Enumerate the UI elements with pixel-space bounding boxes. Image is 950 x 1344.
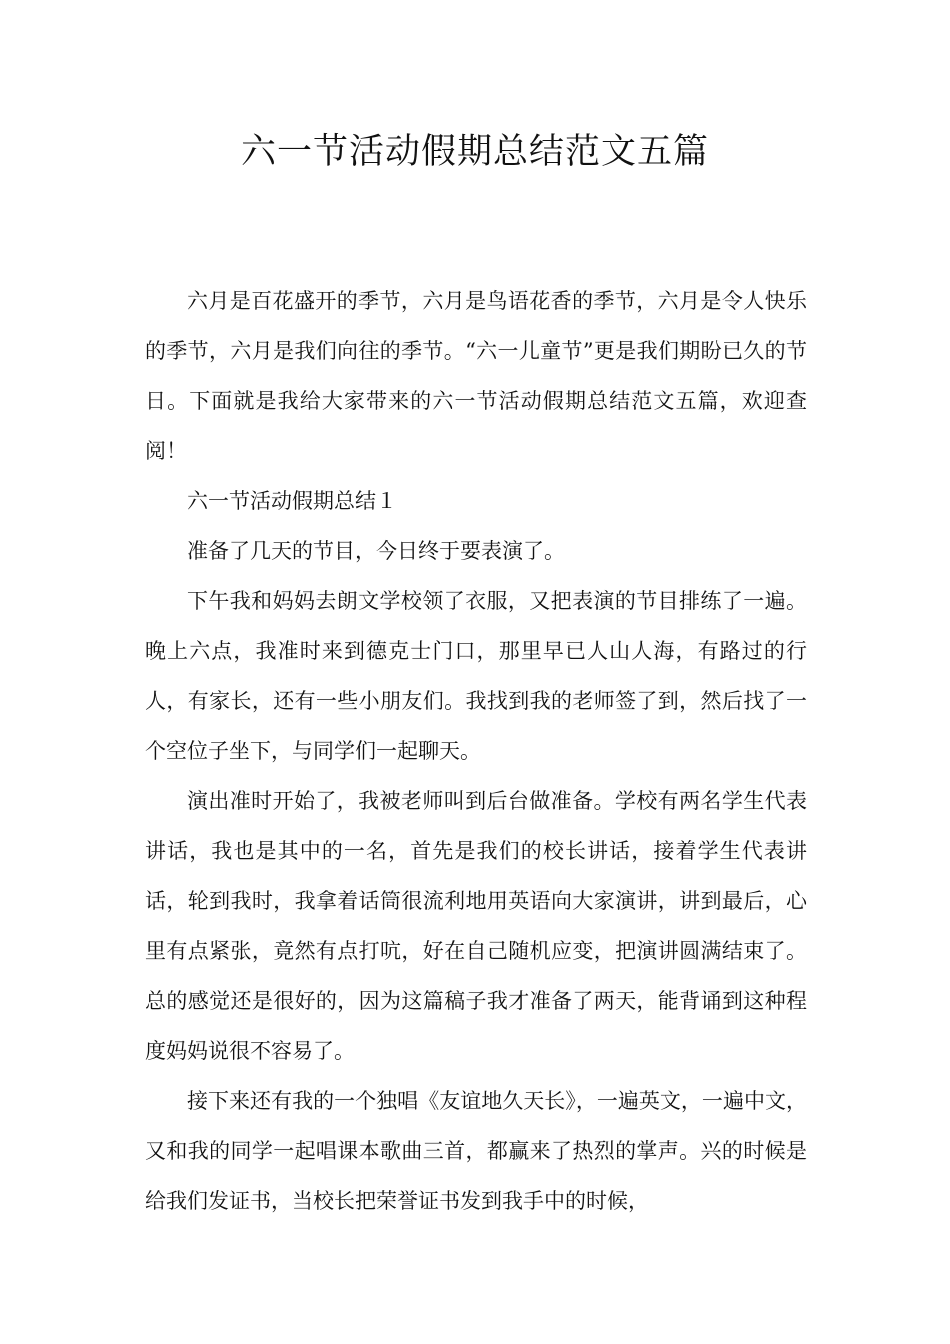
document-body (145, 276, 807, 1226)
document-title: 六一节活动假期总结范文五篇 (240, 132, 709, 172)
section-heading: 六一节活动假期总结１ (187, 489, 397, 513)
paragraph: 下午我和妈妈去朗文学校领了衣服，又把表演的节目排练了一遍。晚上六点，我准时来到德克士门口，那里早已人山人海，有路过的行人，有家长，还有一些小朋友们。我找到我的老师签了到，然后找了一个空位子坐下，与同学们一起聊天。 (145, 589, 807, 763)
paragraph: 演出准时开始了，我被老师叫到后台做准备。学校有两名学生代表讲话，我也是其中的一名，首先是我们的校长讲话，接着学生代表讲话，轮到我时，我拿着话筒很流利地用英语向大家演讲，讲到最后，心里有点紧张，竟然有点打吭，好在自己随机应变，把演讲圆满结束了。总的感觉还是很好的，因为这篇稿子我才准备了两天，能背诵到这种程度妈妈说很不容易了。 (145, 789, 807, 1063)
paragraph-intro: 六月是百花盛开的季节，六月是鸟语花香的季节，六月是令人快乐的季节，六月是我们向往的季节。“六一儿童节”更是我们期盼已久的节日。下面就是我给大家带来的六一节活动假期总结范文五篇，欢迎查阅！ (145, 289, 807, 463)
paragraph: 接下来还有我的一个独唱《友谊地久天长》，一遍英文，一遍中文，又和我的同学一起唱课本歌曲三首，都赢来了热烈的掌声。兴的时候是给我们发证书，当校长把荣誉证书发到我手中的时候， (145, 1089, 807, 1213)
paragraph: 准备了几天的节目，今日终于要表演了。 (187, 539, 565, 563)
